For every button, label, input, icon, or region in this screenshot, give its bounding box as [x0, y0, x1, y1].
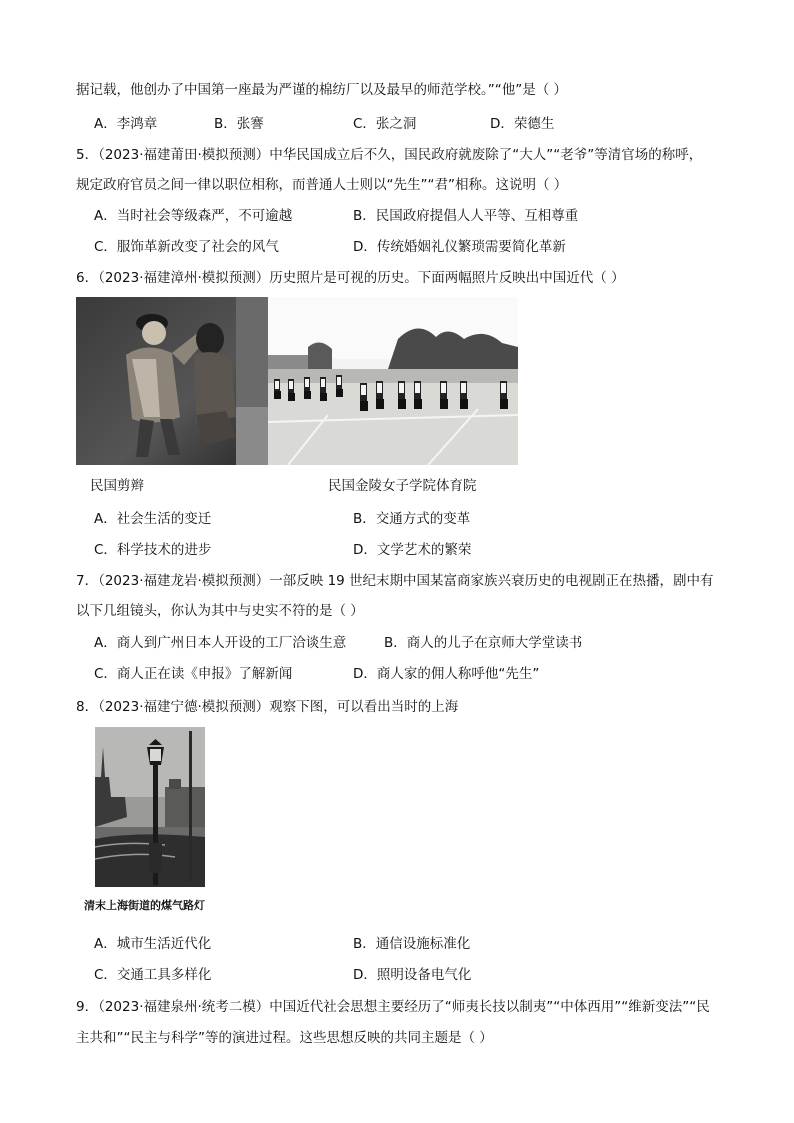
womens-college-exercise-photo: [268, 297, 518, 465]
q8-option-b: B．通信设施标准化: [353, 936, 471, 952]
q7-option-d: D．商人家的佣人称呼他“先生”: [353, 666, 540, 682]
q9-stem-line1: 9．（2023·福建泉州·统考二模）中国近代社会思想主要经历了“师夷长技以制夷”“中体西用”“维新变法”“民: [76, 999, 710, 1015]
q5-option-a: A．当时社会等级森严，不可逾越: [94, 208, 293, 224]
q5-option-b: B．民国政府提倡人人平等、互相尊重: [353, 208, 579, 224]
q7-stem-line1: 7．（2023·福建龙岩·模拟预测）一部反映 19 世纪末期中国某富商家族兴衰历史的电视剧正在热播，剧中有: [76, 573, 714, 589]
q5-option-d: D．传统婚姻礼仪繁琐需要简化革新: [353, 239, 566, 255]
q5-stem-line1: 5．（2023·福建莆田·模拟预测）中华民国成立后不久，国民政府就废除了“大人”“老爷”等清官场的称呼，: [76, 147, 703, 163]
q4-option-d: D．荣德生: [490, 116, 555, 132]
q6-option-a: A．社会生活的变迁: [94, 511, 212, 527]
q5-stem-line2: 规定政府官员之间一律以职位相称，而普通人士则以“先生”“君”相称。这说明（ ）: [76, 177, 568, 193]
q6-option-c: C．科学技术的进步: [94, 542, 212, 558]
q7-option-a: A．商人到广州日本人开设的工厂洽谈生意: [94, 635, 347, 651]
q7-option-c: C．商人正在读《申报》了解新闻: [94, 666, 293, 682]
q8-stem: 8．（2023·福建宁德·模拟预测）观察下图，可以看出当时的上海: [76, 699, 459, 715]
q6-option-b: B．交通方式的变革: [353, 511, 471, 527]
q5-option-c: C．服饰革新改变了社会的风气: [94, 239, 279, 255]
q7-stem-line2: 以下几组镜头，你认为其中与史实不符的是（ ）: [76, 603, 364, 619]
photo-caption-right: 民国金陵女子学院体育院: [328, 478, 477, 494]
queue-cutting-photo: [76, 297, 268, 465]
q4-option-a: A．李鸿章: [94, 116, 158, 132]
q4-option-b: B．张謇: [214, 116, 264, 132]
q9-stem-line2: 主共和”“民主与科学”等的演进过程。这些思想反映的共同主题是（ ）: [76, 1030, 493, 1046]
q6-stem: 6．（2023·福建漳州·模拟预测）历史照片是可视的历史。下面两幅照片反映出中国近代（ ）: [76, 270, 625, 286]
q4-option-c: C．张之洞: [353, 116, 417, 132]
q8-option-d: D．照明设备电气化: [353, 967, 472, 983]
q7-option-b: B．商人的儿子在京师大学堂读书: [384, 635, 583, 651]
q6-option-d: D．文学艺术的繁荣: [353, 542, 472, 558]
q8-option-c: C．交通工具多样化: [94, 967, 212, 983]
q4-stem: 据记载，他创办了中国第一座最为严谨的棉纺厂以及最早的师范学校。”“他”是（ ）: [76, 82, 568, 98]
photo-caption-left: 民国剪辫: [90, 478, 144, 494]
gas-streetlamp-photo: [95, 727, 205, 887]
q8-option-a: A．城市生活近代化: [94, 936, 212, 952]
streetlamp-caption: 清末上海街道的煤气路灯: [84, 899, 205, 912]
